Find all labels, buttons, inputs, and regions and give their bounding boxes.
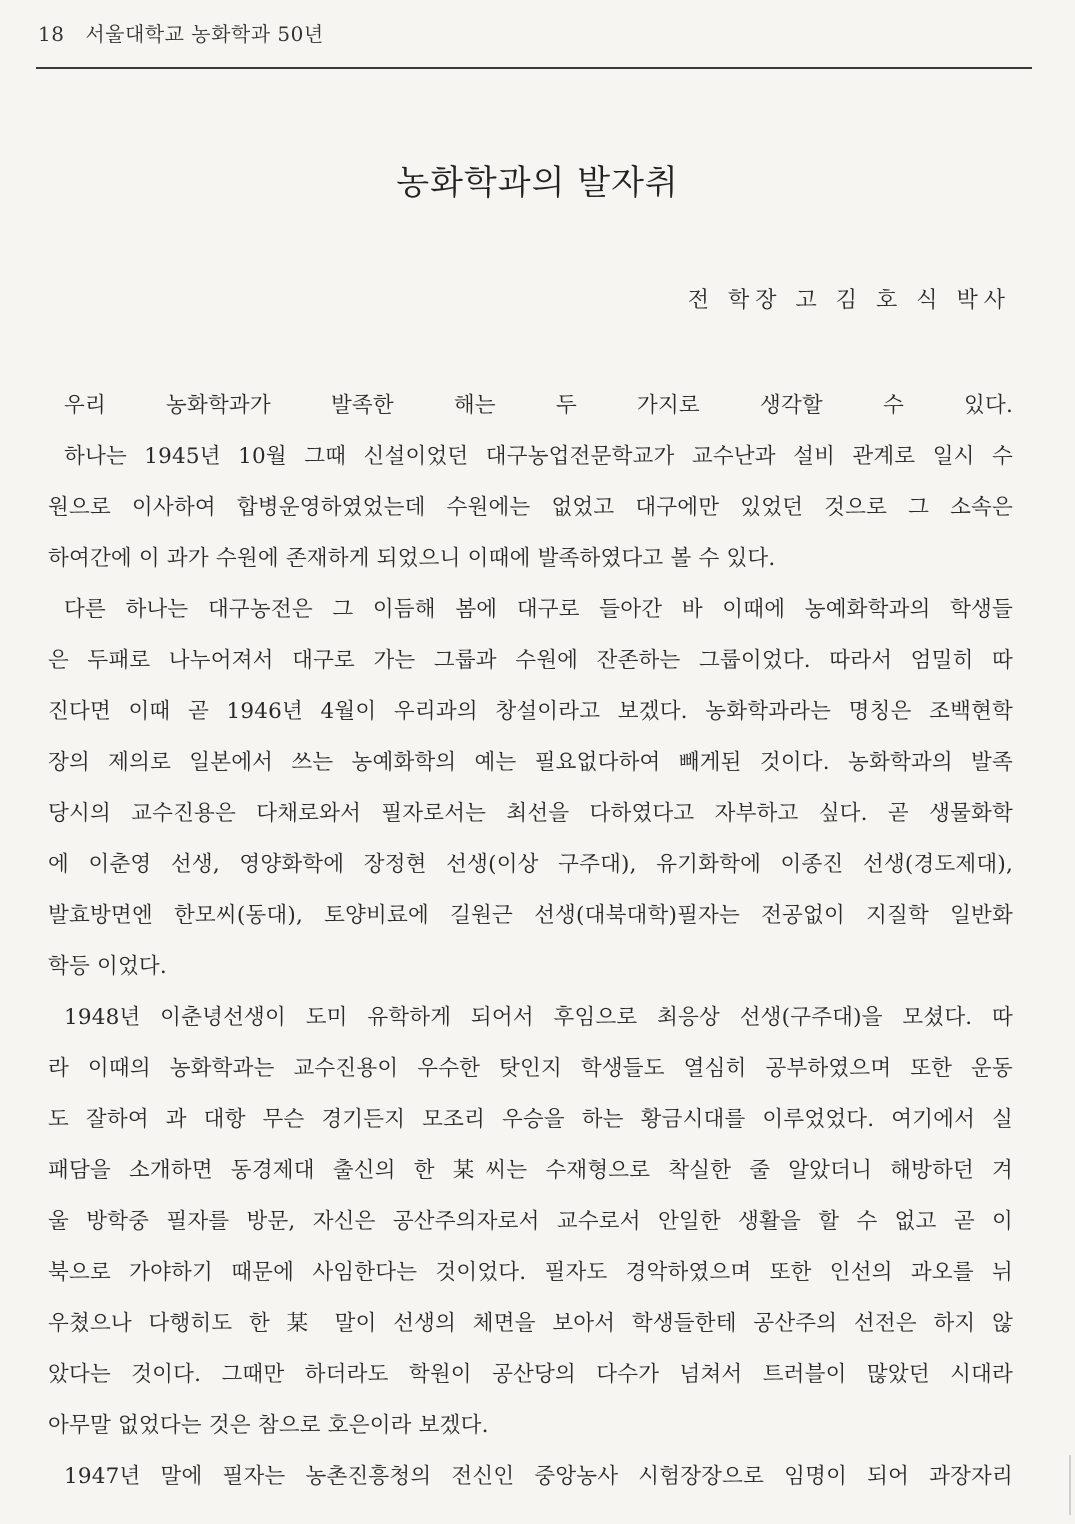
header-rule bbox=[36, 67, 1032, 69]
paragraph-2-line-3: 하여간에 이 과가 수원에 존재하게 되었으니 이때에 발족하였다고 볼 수 있다. bbox=[48, 546, 776, 571]
paragraph-3-line-7: 발효방면엔 한모씨(동대), 토양비료에 길원근 선생(대북대학)필자는 전공없이 지질학 일반화 bbox=[48, 903, 1013, 928]
paragraph-5-line-1: 1947년 말에 필자는 농촌진흥청의 전신인 중앙농사 시험장장으로 임명이 되어 과장자리 bbox=[64, 1464, 1013, 1489]
paragraph-1-line-1: 우리 농화학과가 발족한 해는 두 가지로 생각할 수 있다. bbox=[64, 393, 1013, 418]
scan-edge-mark bbox=[1069, 1455, 1071, 1515]
article-body bbox=[48, 380, 1013, 1502]
paragraph-4-line-9: 아무말 없었다는 것은 참으로 호은이라 보겠다. bbox=[48, 1413, 489, 1438]
paragraph-4-line-1: 1948년 이춘녕선생이 도미 유학하게 되어서 후임으로 최응상 선생(구주대)을 모셨다. 따 bbox=[64, 1005, 1013, 1030]
paragraph-4-line-4: 패담을 소개하면 동경제대 출신의 한 某씨는 수재형으로 착실한 줄 알았더니 해방하던 겨 bbox=[48, 1158, 1013, 1183]
paragraph-4-line-3: 도 잘하여 과 대항 무슨 경기든지 모조리 우승을 하는 황금시대를 이루었었다. 여기에서 실 bbox=[48, 1107, 1013, 1132]
page-number: 18 bbox=[38, 22, 65, 46]
running-title: 서울대학교 농화학과 50년 bbox=[85, 22, 324, 46]
paragraph-3-line-8: 학등 이었다. bbox=[48, 954, 167, 979]
paragraph-2-line-2: 원으로 이사하여 합병운영하였었는데 수원에는 없었고 대구에만 있었던 것으로 그 소속은 bbox=[48, 495, 1013, 520]
paragraph-4-line-2: 라 이때의 농화학과는 교수진용이 우수한 탓인지 학생들도 열심히 공부하였으며 또한 운동 bbox=[48, 1056, 1013, 1081]
running-header bbox=[38, 18, 324, 47]
paragraph-4-line-6: 북으로 가야하기 때문에 사임한다는 것이었다. 필자도 경악하였으며 또한 인선의 과오를 뉘 bbox=[48, 1260, 1013, 1285]
paragraph-3-line-1: 다른 하나는 대구농전은 그 이듬해 봄에 대구로 들아간 바 이때에 농예화학과의 학생들 bbox=[64, 597, 1013, 622]
article-author: 전 학장 고 김 호 식 박사 bbox=[687, 288, 1011, 313]
paragraph-3-line-6: 에 이춘영 선생, 영양화학에 장정현 선생(이상 구주대), 유기화학에 이종진 선생(경도제대), bbox=[48, 852, 1013, 877]
paragraph-3-line-5: 당시의 교수진용은 다채로와서 필자로서는 최선을 다하였다고 자부하고 싶다. 곧 생물화학 bbox=[48, 801, 1013, 826]
paragraph-4-line-8: 았다는 것이다. 그때만 하더라도 학원이 공산당의 다수가 넘쳐서 트러블이 많았던 시대라 bbox=[48, 1362, 1013, 1387]
paragraph-3-line-3: 진다면 이때 곧 1946년 4월이 우리과의 창설이라고 보겠다. 농화학과라는 명칭은 조백현학 bbox=[48, 699, 1013, 724]
paragraph-3-line-2: 은 두패로 나누어져서 대구로 가는 그룹과 수원에 잔존하는 그룹이었다. 따라서 엄밀히 따 bbox=[48, 648, 1013, 673]
paragraph-4-line-5: 울 방학중 필자를 방문, 자신은 공산주의자로서 교수로서 안일한 생활을 할 수 없고 곧 이 bbox=[48, 1209, 1013, 1234]
paragraph-3-line-4: 장의 제의로 일본에서 쓰는 농예화학의 예는 필요없다하여 빼게된 것이다. 농화학과의 발족 bbox=[48, 750, 1013, 775]
paragraph-4-line-7: 우쳤으나 다행히도 한 某 말이 선생의 체면을 보아서 학생들한테 공산주의 선전은 하지 않 bbox=[48, 1311, 1013, 1336]
article-title: 농화학과의 발자취 bbox=[396, 163, 679, 203]
paragraph-2-line-1: 하나는 1945년 10월 그때 신설이었던 대구농업전문학교가 교수난과 설비 관계로 일시 수 bbox=[64, 444, 1013, 469]
